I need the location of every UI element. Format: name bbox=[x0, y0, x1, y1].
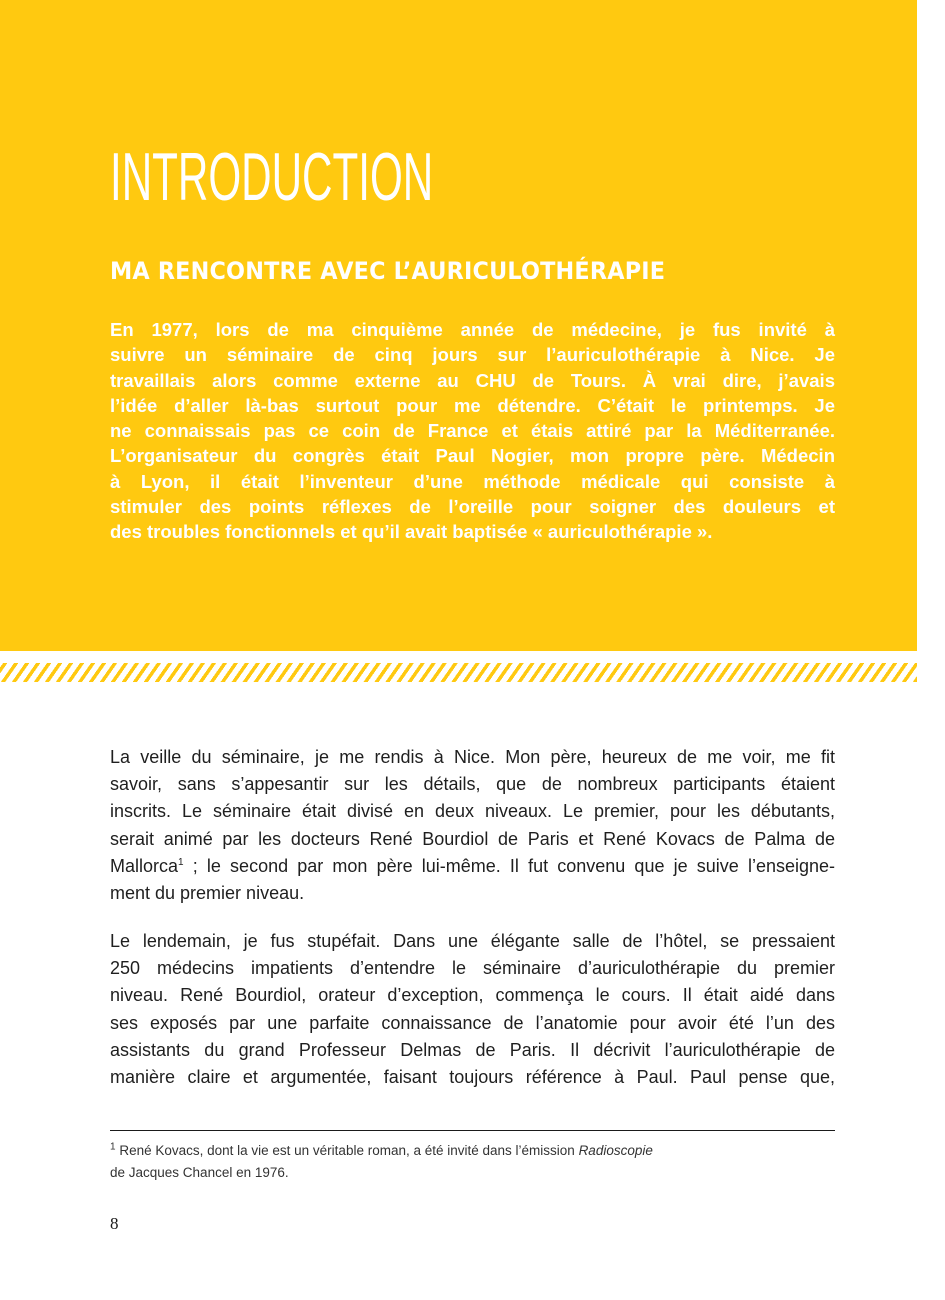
footnote-reference[interactable]: 1 bbox=[178, 856, 184, 868]
body-line bbox=[110, 853, 835, 880]
body-line: assistants du grand Professeur Delmas de Paris. Il décrivit l’auriculothérapie de bbox=[110, 1039, 835, 1060]
footnote-text: René Kovacs, dont la vie est un véritable roman, a été invité dans l’émission bbox=[115, 1143, 579, 1158]
footnote-divider bbox=[110, 1130, 835, 1131]
body-line: inscrits. Le séminaire était divisé en deux niveaux. Le premier, pour les débutants, bbox=[110, 801, 835, 822]
body-paragraph-1 bbox=[110, 744, 835, 907]
body-line: ses exposés par une parfaite connaissance de l’anatomie pour avoir été l’un des bbox=[110, 1012, 835, 1033]
page-number: 8 bbox=[110, 1214, 119, 1233]
intro-line: suivre un séminaire de cinq jours sur l’auriculothérapie à Nice. Je bbox=[110, 344, 835, 366]
footnote-text-line2: de Jacques Chancel en 1976. bbox=[110, 1165, 289, 1180]
body-line: ment du premier niveau. bbox=[110, 883, 305, 904]
body-line: Le lendemain, je fus stupéfait. Dans une élégante salle de l’hôtel, se pressaient bbox=[110, 931, 835, 951]
body-line: manière claire et argumentée, faisant toujours référence à Paul. Paul pense que, bbox=[110, 1067, 835, 1088]
body-line: serait animé par les docteurs René Bourdiol de Paris et René Kovacs de Palma de bbox=[110, 828, 835, 849]
chapter-title: INTRODUCTION bbox=[110, 139, 434, 215]
intro-line: travaillais alors comme externe au CHU de Tours. À vrai dire, j’avais bbox=[110, 369, 835, 391]
footnote-italic-title: Radioscopie bbox=[578, 1143, 653, 1158]
body-line: 250 médecins impatients d’entendre le séminaire d’auriculothérapie du premier bbox=[110, 958, 835, 979]
body-text: Mallorca bbox=[110, 855, 179, 876]
intro-line: à Lyon, il était l’inventeur d’une méthode médicale qui consiste à bbox=[110, 470, 835, 492]
body-line: La veille du séminaire, je me rendis à Nice. Mon père, heureux de me voir, me fit bbox=[110, 747, 835, 767]
section-subtitle: MA RENCONTRE AVEC L’AURICULOTHÉRAPIE bbox=[110, 257, 666, 285]
intro-line: ne connaissais pas ce coin de France et étais attiré par la Méditerranée. bbox=[110, 420, 835, 442]
intro-line: stimuler des points réflexes de l’oreille pour soigner des douleurs et bbox=[110, 496, 835, 518]
body-text: ; le second par mon père lui-même. Il fut convenu que je suive l’enseigne- bbox=[183, 855, 835, 876]
body-line: savoir, sans s’appesantir sur les détails, que de nombreux participants étaient bbox=[110, 774, 835, 795]
intro-paragraph bbox=[110, 317, 835, 545]
intro-line: des troubles fonctionnels et qu’il avait baptisée « auriculothérapie ». bbox=[110, 521, 713, 543]
body-paragraph-2 bbox=[110, 928, 835, 1091]
body-line: niveau. René Bourdiol, orateur d’exception, commença le cours. Il était aidé dans bbox=[110, 985, 835, 1006]
footnote-number: 1 bbox=[110, 1141, 116, 1153]
hatched-divider bbox=[0, 663, 917, 682]
footnote bbox=[110, 1140, 835, 1184]
intro-line: l’idée d’aller là-bas surtout pour me détendre. C’était le printemps. Je bbox=[110, 394, 835, 416]
intro-line: En 1977, lors de ma cinquième année de médecine, je fus invité à bbox=[110, 319, 835, 340]
intro-line: L’organisateur du congrès était Paul Nogier, mon propre père. Médecin bbox=[110, 445, 835, 467]
